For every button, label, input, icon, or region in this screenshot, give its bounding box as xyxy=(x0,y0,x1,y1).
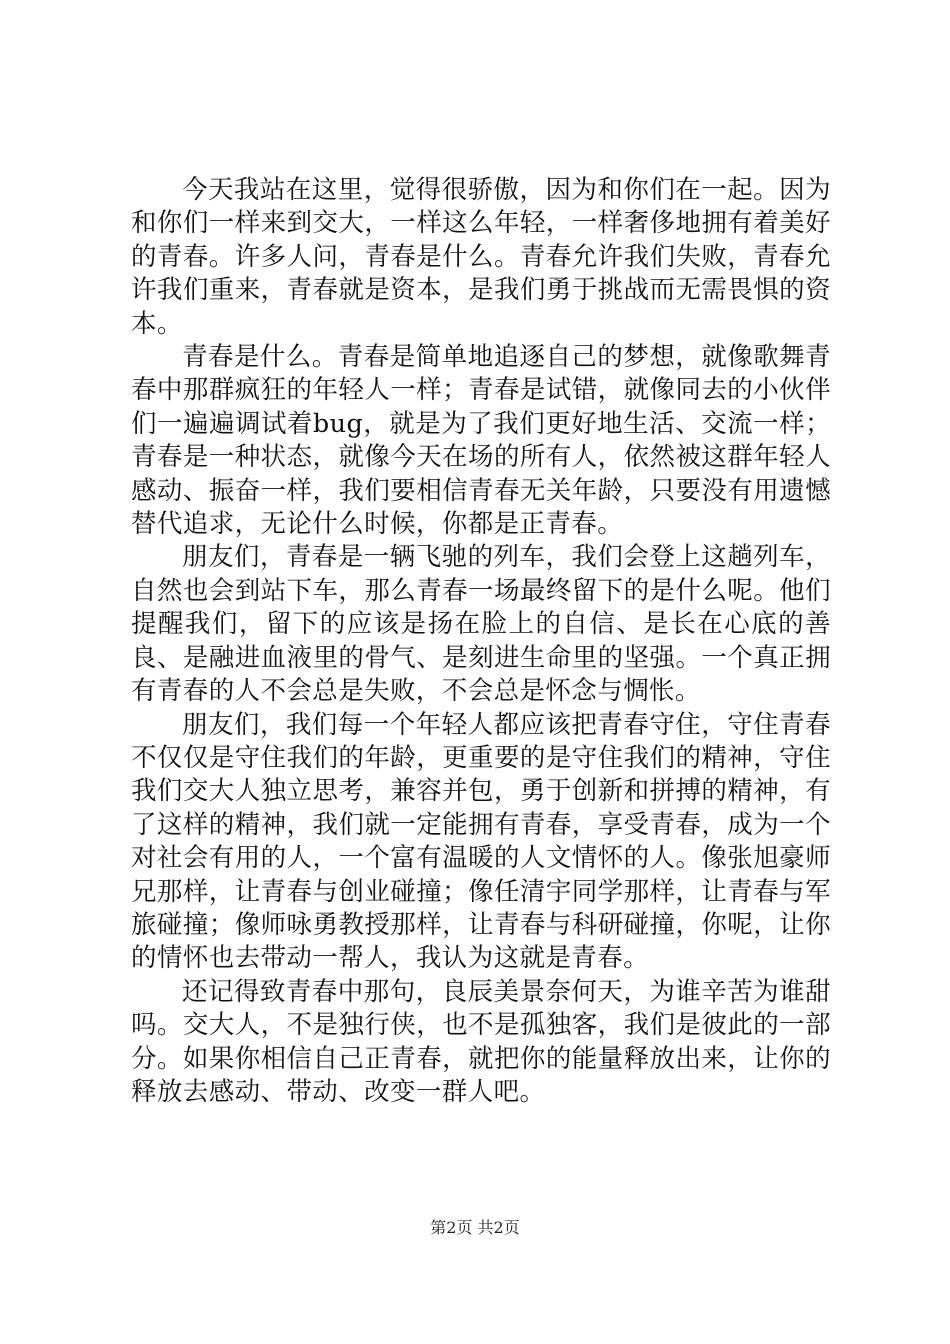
paragraph-3: 朋友们，青春是一辆飞驰的列车，我们会登上这趟列车，自然也会到站下车，那么青春一场最终留下的是什么呢。他们提醒我们，留下的应该是扬在脸上的自信、是长在心底的善良、是融进血液里的骨气、是刻进生命里的坚强。一个真正拥有青春的人不会总是失败，不会总是怀念与惆怅。 xyxy=(131,542,831,707)
document-body xyxy=(131,174,831,1109)
paragraph-2: 青春是什么。青春是简单地追逐自己的梦想，就像歌舞青春中那群疯狂的年轻人一样；青春是试错，就像同去的小伙伴们一遍遍调试着bug，就是为了我们更好地生活、交流一样；青春是一种状态，就像今天在场的所有人，依然被这群年轻人感动、振奋一样，我们要相信青春无关年龄，只要没有用遗憾替代追求，无论什么时候，你都是正青春。 xyxy=(131,342,831,540)
paragraph-1: 今天我站在这里，觉得很骄傲，因为和你们在一起。因为和你们一样来到交大，一样这么年轻，一样奢侈地拥有着美好的青春。许多人问，青春是什么。青春允许我们失败，青春允许我们重来，青春就是资本，是我们勇于挑战而无需畏惧的资本。 xyxy=(131,175,831,339)
paragraph-4: 朋友们，我们每一个年轻人都应该把青春守住，守住青春不仅仅是守住我们的年龄，更重要的是守住我们的精神，守住我们交大人独立思考，兼容并包，勇于创新和拼搏的精神，有了这样的精神，我们就一定能拥有青春，享受青春，成为一个对社会有用的人，一个富有温暖的人文情怀的人。像张旭豪师兄那样，让青春与创业碰撞；像任清宇同学那样，让青春与军旅碰撞；像师咏勇教授那样，让青春与科研碰撞，你呢，让你的情怀也去带动一帮人，我认为这就是青春。 xyxy=(131,709,831,974)
paragraph-5: 还记得致青春中那句，良辰美景奈何天，为谁辛苦为谁甜吗。交大人，不是独行侠，也不是孤独客，我们是彼此的一部分。如果你相信自己正青春，就把你的能量释放出来，让你的释放去感动、带动、改变一群人吧。 xyxy=(131,976,831,1107)
page-number-footer: 第2页 共2页 xyxy=(430,1218,520,1237)
